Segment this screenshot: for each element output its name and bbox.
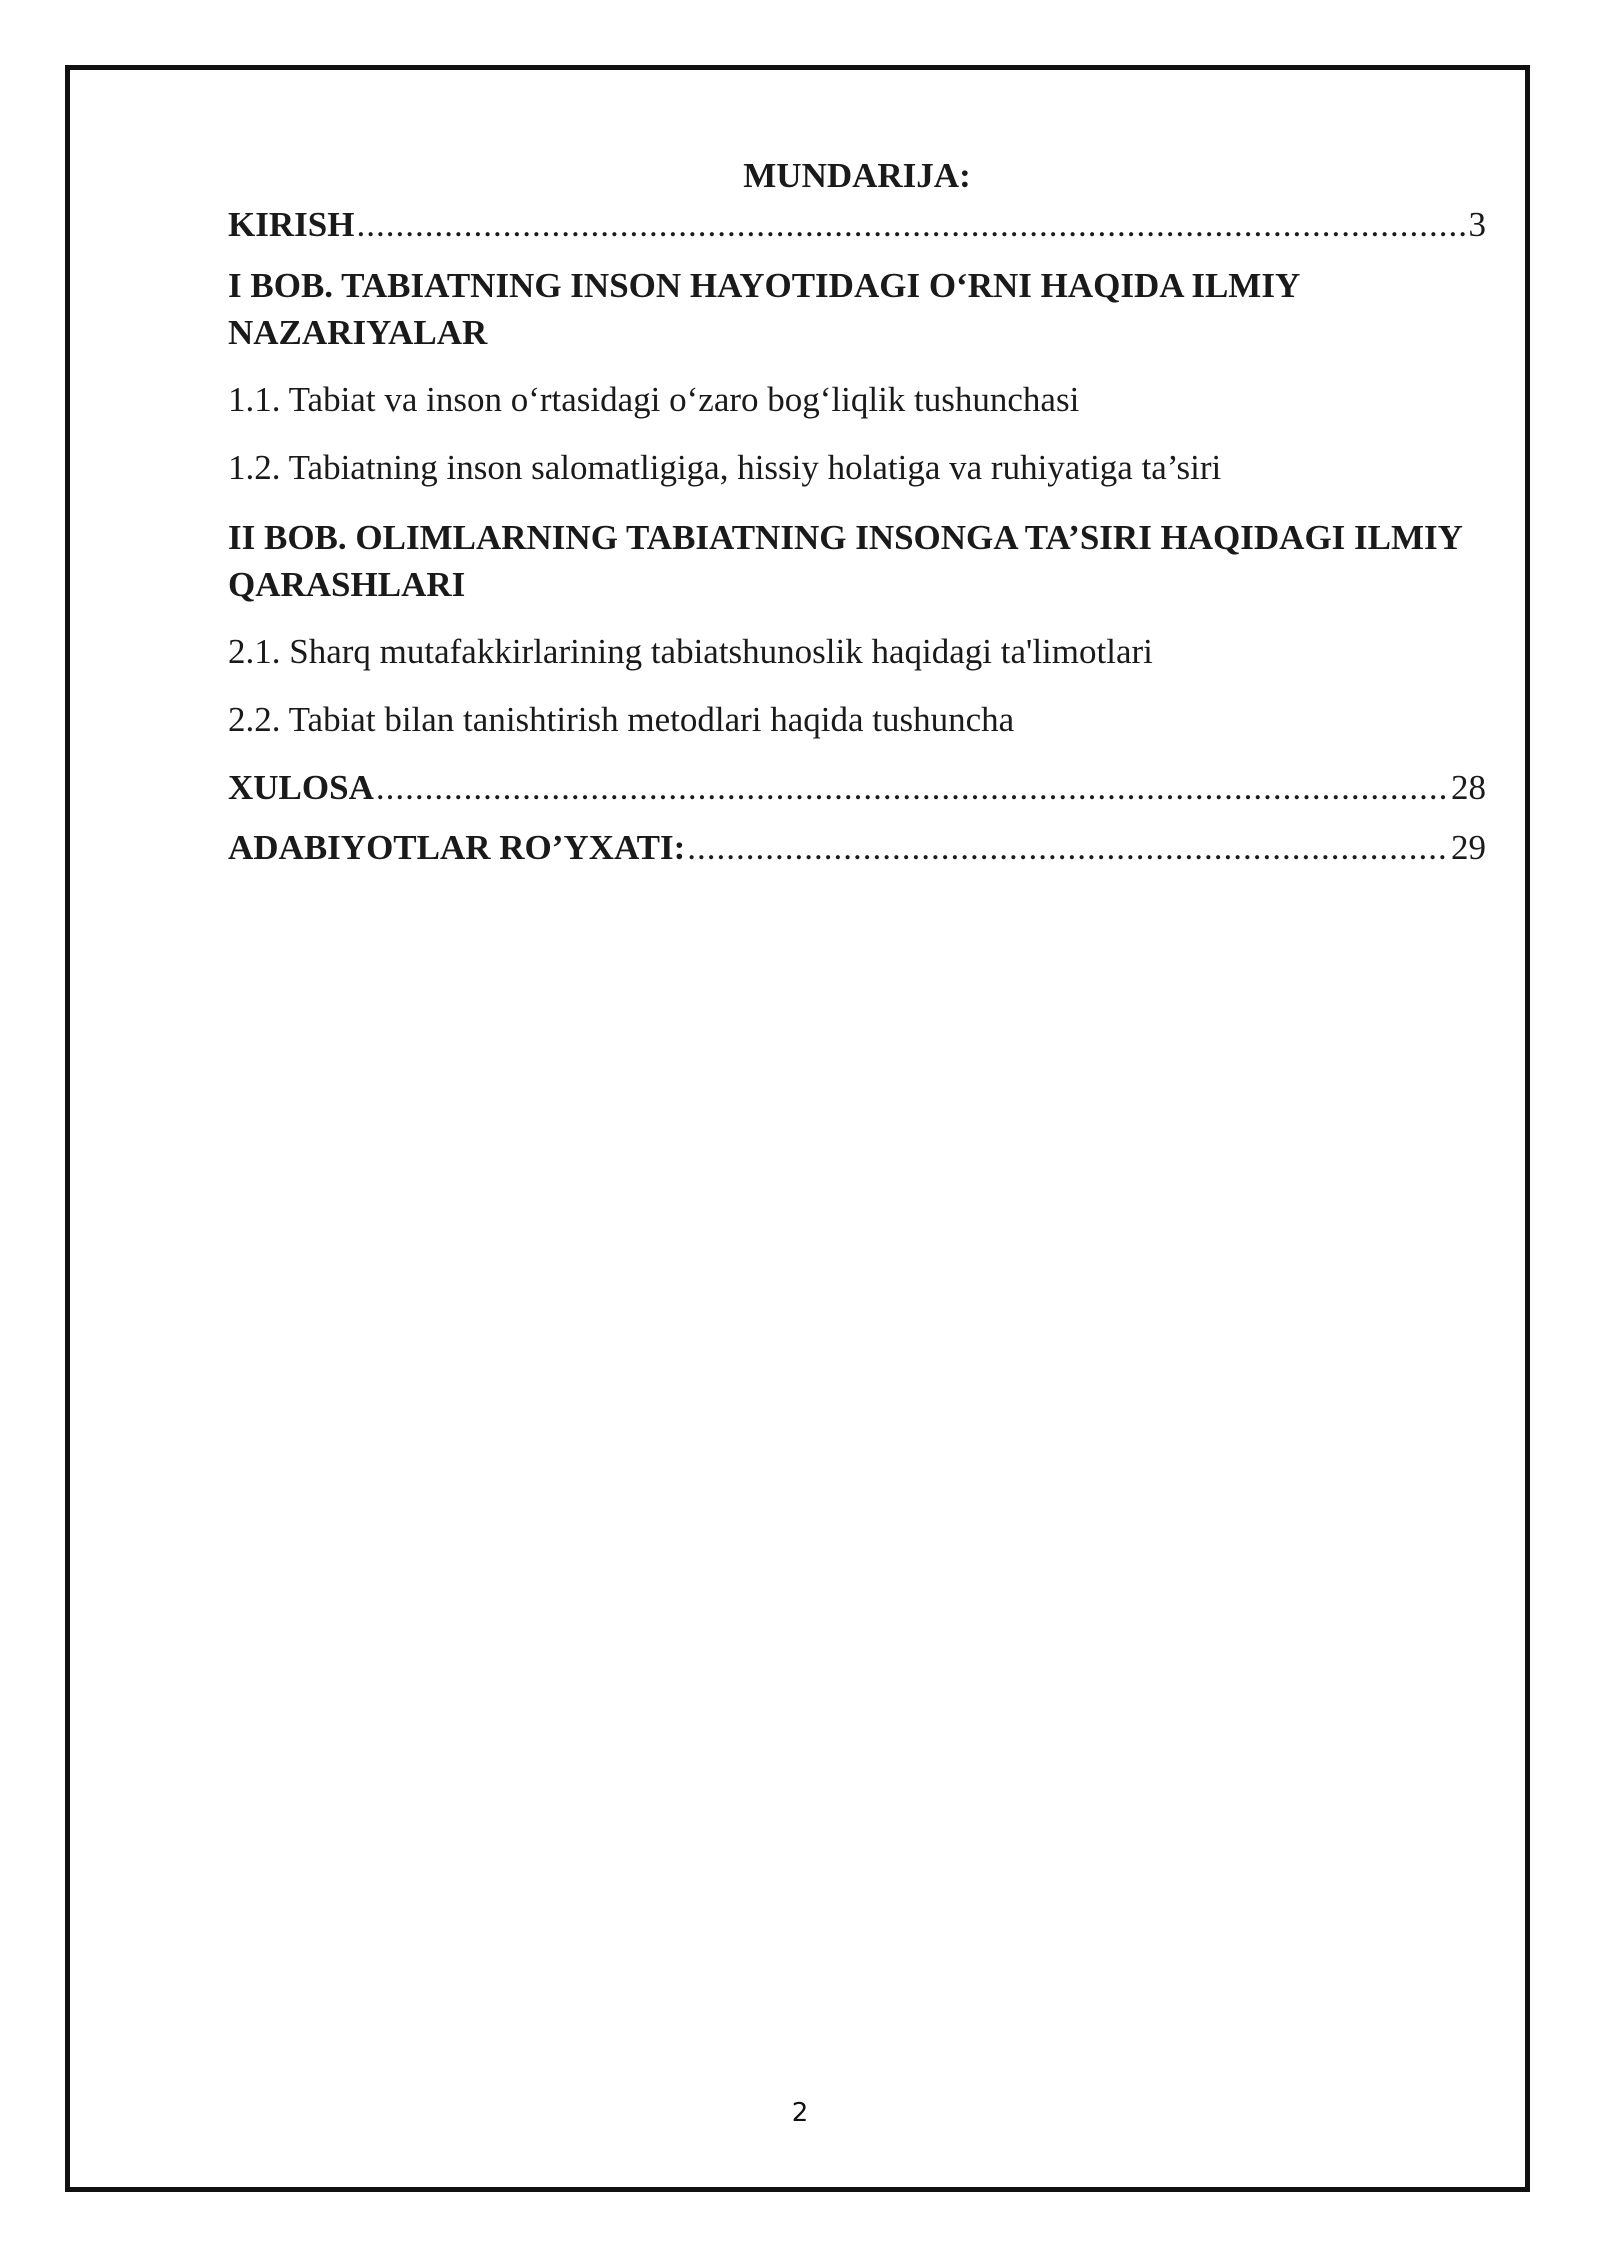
table-of-contents <box>228 150 1486 871</box>
toc-section-2-1[interactable]: 2.1. Sharq mutafakkirlarining tabiatshunoslik haqidagi ta'limotlari <box>228 632 1153 671</box>
toc-entry-page: 3 <box>1468 205 1486 244</box>
page-number: 2 <box>791 2098 809 2128</box>
dot-leader <box>376 765 1447 811</box>
toc-entry-page: 29 <box>1451 828 1486 867</box>
toc-entry-intro[interactable] <box>228 202 1486 248</box>
toc-entry-label: ADABIYOTLAR RO’YXATI: <box>228 828 686 867</box>
toc-entry-label: XULOSA <box>228 768 374 807</box>
dot-leader <box>356 202 1464 248</box>
toc-chapter-2[interactable]: II BOB. OLIMLARNING TABIATNING INSONGA TA’SIRI HAQIDAGI ILMIY QARASHLARI <box>228 518 1462 604</box>
toc-title: MUNDARIJA: <box>743 156 971 195</box>
toc-section-1-2[interactable]: 1.2. Tabiatning inson salomatligiga, hissiy holatiga va ruhiyatiga ta’siri <box>228 448 1222 487</box>
toc-entry-page: 28 <box>1451 768 1486 807</box>
toc-entry-references[interactable] <box>228 825 1486 871</box>
toc-section-2-2[interactable]: 2.2. Tabiat bilan tanishtirish metodlari haqida tushuncha <box>228 700 1015 739</box>
toc-section-1-1[interactable]: 1.1. Tabiat va inson o‘rtasidagi o‘zaro bog‘liqlik tushunchasi <box>228 380 1080 419</box>
toc-entry-label: KIRISH <box>228 205 355 244</box>
dot-leader <box>687 825 1447 871</box>
toc-entry-conclusion[interactable] <box>228 765 1486 811</box>
toc-chapter-1[interactable]: I BOB. TABIATNING INSON HAYOTIDAGI O‘RNI HAQIDA ILMIY NAZARIYALAR <box>228 266 1299 352</box>
